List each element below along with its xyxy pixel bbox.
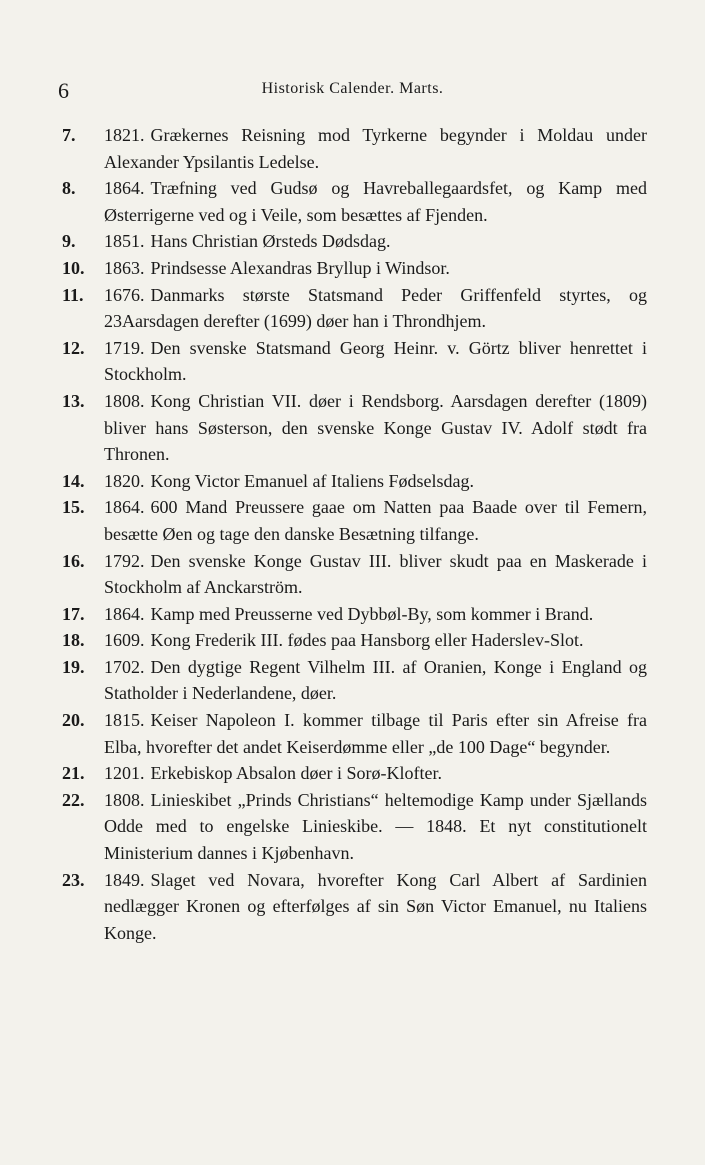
entry-text: Kong Victor Emanuel af Italiens Fødselsdag. [150,470,475,491]
entry-text: Den svenske Statsmand Georg Heinr. v. Görtz bliver henrettet i Stockholm. [104,337,647,385]
entry-body [104,601,647,628]
entry-day: 9. [62,231,76,252]
entry-year: 1201. [104,763,145,784]
entry-year: 1864. [104,178,145,199]
calendar-entry [62,787,647,867]
calendar-entry [62,627,647,654]
entry-text: Kamp med Preusserne ved Dybbøl-By, som kommer i Brand. [150,603,594,624]
entry-day: 21. [62,763,85,784]
entry-body [104,282,647,335]
entry-day: 23. [62,869,85,890]
entry-year: 1808. [104,390,145,411]
entry-body [104,760,647,787]
calendar-entry [62,255,647,282]
entry-year: 1609. [104,630,145,651]
calendar-entry [62,468,647,495]
calendar-entry [62,867,647,947]
entry-day: 20. [62,710,85,731]
entry-text: Slaget ved Novara, hvorefter Kong Carl Albert af Sardinien nedlægger Kronen og efterfølges af sin Søn Victor Emanuel, nu Italiens Konge. [104,869,647,943]
entry-day: 8. [62,178,76,199]
entry-year: 1851. [104,231,145,252]
entry-year: 1849. [104,869,145,890]
calendar-entry [62,601,647,628]
entry-text: Den svenske Konge Gustav III. bliver skudt paa en Maskerade i Stockholm af Anckarström. [104,550,647,598]
entry-year: 1863. [104,257,145,278]
entry-day: 14. [62,470,85,491]
entry-text: Keiser Napoleon I. kommer tilbage til Paris efter sin Afreise fra Elba, hvorefter det andet Keiserdømme eller „de 100 Dage“ begynder. [104,710,647,757]
entry-body [104,175,647,228]
entry-body [104,255,647,282]
calendar-entry [62,335,647,388]
entry-year: 1719. [104,337,145,358]
entry-day: 13. [62,390,85,411]
entry-day: 22. [62,789,85,810]
entry-body [104,228,647,255]
entry-body [104,388,647,468]
entry-day: 18. [62,630,85,651]
page-header [0,72,705,108]
calendar-entries [62,122,647,946]
entry-text: 600 Mand Preussere gaae om Natten paa Baade over til Femern, besætte Øen og tage den danske Besætning tilfange. [104,497,647,544]
entry-body [104,787,647,867]
entry-day: 19. [62,656,85,677]
entry-year: 1792. [104,550,145,571]
calendar-entry [62,654,647,707]
calendar-entry [62,228,647,255]
entry-text: Danmarks største Statsmand Peder Griffenfeld styrtes, og 23Aarsdagen derefter (1699) døer han i Throndhjem. [104,284,647,332]
entry-year: 1864. [104,603,145,624]
calendar-entry [62,707,647,760]
calendar-entry [62,282,647,335]
entry-body [104,468,647,495]
entry-year: 1821. [104,125,145,145]
calendar-entry [62,388,647,468]
entry-text: Linieskibet „Prinds Christians“ heltemodige Kamp under Sjællands Odde med to engelske Linieskibe. — 1848. Et nyt constitutionelt Ministerium dannes i Kjøbenhavn. [104,789,647,864]
entry-day: 16. [62,550,85,571]
entry-text: Hans Christian Ørsteds Dødsdag. [150,231,391,252]
entry-day: 17. [62,603,85,624]
calendar-entry [62,760,647,787]
entry-year: 1808. [104,789,145,810]
entry-text: Prindsesse Alexandras Bryllup i Windsor. [150,257,450,278]
calendar-entry [62,548,647,601]
entry-day: 10. [62,257,85,278]
calendar-entry [62,494,647,547]
entry-body [104,494,647,547]
entry-day: 15. [62,497,85,518]
entry-text: Erkebiskop Absalon døer i Sorø-Klofter. [150,763,442,784]
entry-text: Grækernes Reisning mod Tyrkerne begynder i Moldau under Alexander Ypsilantis Ledelse. [104,125,647,172]
entry-text: Kong Christian VII. døer i Rendsborg. Aarsdagen derefter (1809) bliver hans Søsterson, den svenske Konge Gustav IV. Adolf stødt fra Thronen. [104,390,647,465]
entry-year: 1864. [104,497,145,518]
entry-body [104,654,647,707]
entry-day: 11. [62,284,84,305]
entry-year: 1676. [104,284,145,305]
entry-body [104,335,647,388]
entry-year: 1815. [104,710,145,731]
entry-body [104,627,647,654]
entry-body [104,867,647,947]
calendar-entry [62,122,647,175]
entry-text: Kong Frederik III. fødes paa Hansborg eller Haderslev-Slot. [150,630,584,651]
entry-text: Træfning ved Gudsø og Havreballegaardsfet, og Kamp med Østerrigerne ved og i Veile, som besættes af Fjenden. [104,178,647,225]
page-number: 6 [58,78,69,103]
entry-body [104,122,647,175]
entry-text: Den dygtige Regent Vilhelm III. af Oranien, Konge i England og Statholder i Nederlandene, døer. [104,656,647,704]
entry-body [104,707,647,760]
entry-year: 1702. [104,656,145,677]
entry-day: 12. [62,337,85,358]
calendar-entry [62,175,647,228]
entry-year: 1820. [104,470,145,491]
entry-body [104,548,647,601]
entry-day: 7. [62,125,76,145]
running-title: Historisk Calender. Marts. [261,80,444,97]
